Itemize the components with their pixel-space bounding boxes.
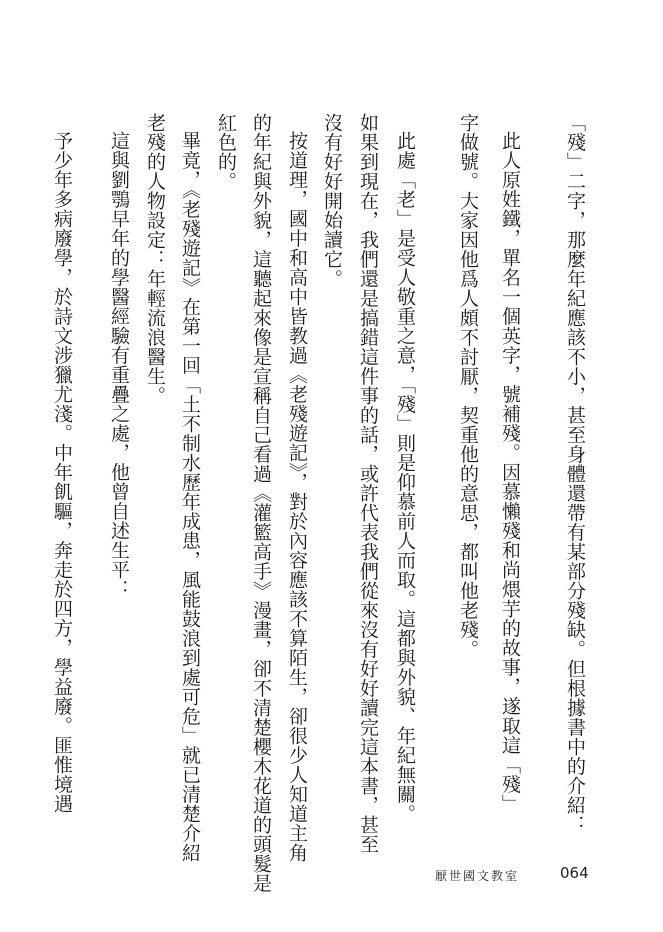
paragraph-2-line-1: 此處「老」是受人敬重之意，「殘」則是仰慕前人而取。這都與外貌、年紀無關。: [394, 131, 415, 824]
quote-1-line-1: 此人原姓鐵，單名一個英字，號補殘。因慕懶殘和尚煨芋的故事，遂取這「殘」: [499, 131, 520, 814]
paragraph-2-line-3: 沒有好好開始讀它。: [321, 113, 342, 289]
paragraph-3-line-3: 紅色的。: [215, 113, 236, 191]
page-number: 064: [560, 864, 589, 882]
quote-2-line-1: 予少年多病廢學，於詩文涉獵尤淺。中年飢驅，奔走於四方，學益廢。匪惟境遇: [51, 131, 72, 814]
paragraph-1-line-1: 「殘」二字，那麼年紀應該不小，甚至身體還帶有某部分殘缺。但根據書中的介紹：: [564, 113, 585, 835]
running-footer-title: 厭世國文教室: [435, 869, 520, 883]
paragraph-3-line-1: 按道理，國中和高中皆教過《老殘遊記》，對於內容應該不算陌生，卻很少人知道主角: [286, 131, 307, 863]
paragraph-2-line-2: 如果到現在，我們還是搞錯這件事的話，或許代表我們從來沒有好好讀完這本書，甚至: [357, 113, 378, 854]
paragraph-3-line-2: 的年紀與外貌，這聽起來像是宣稱自己看過《灌籃高手》漫畫，卻不清楚櫻木花道的頭髮是: [250, 113, 271, 893]
paragraph-5-line-1: 這與劉鶚早年的學醫經驗有重疊之處，他曾自述生平：: [108, 131, 129, 599]
paragraph-4-line-2: 老殘的人物設定：年輕流浪醫生。: [144, 113, 165, 406]
paragraph-1-line-2: 字做號。大家因他爲人頗不討厭，契重他的意思，都叫他老殘。: [457, 113, 478, 659]
paragraph-4-line-1: 畢竟，《老殘遊記》在第一回「土不制水歷年成患，風能鼓浪到處可危」就已清楚介紹: [179, 131, 200, 863]
